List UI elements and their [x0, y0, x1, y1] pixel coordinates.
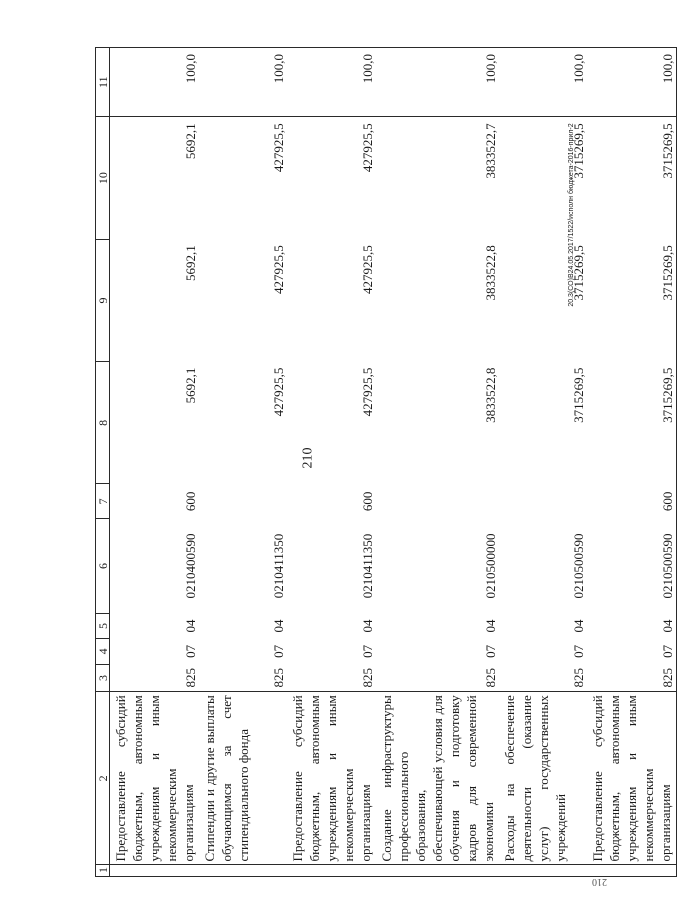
expense-type-code [376, 484, 499, 519]
section-code: 07 [271, 644, 286, 658]
table-row [376, 48, 499, 877]
amount-col9: 3715269,5 [587, 239, 677, 361]
row-col1-cell [376, 865, 499, 877]
column-number: 9 [96, 239, 110, 361]
expense-type-code [499, 484, 587, 519]
target-article-code: 0210500590 [587, 519, 677, 614]
target-article-code: 0210500000 [483, 533, 498, 599]
amount-col10: 3715269,5 [587, 117, 677, 239]
row-col1-cell [110, 865, 200, 877]
amount-col8: 427925,5 [271, 367, 286, 417]
section-code: 07 [183, 644, 198, 658]
expense-name: Предоставление субсидий бюджетным, автономным учреждениям и иным некоммерческим организациям [287, 692, 376, 865]
expense-type-code: 600 [587, 484, 677, 519]
amount-col10: 3833522,7 [483, 123, 498, 179]
percent-col11: 100,0 [199, 48, 287, 117]
column-number: 10 [96, 117, 110, 239]
percent-col11: 100,0 [287, 48, 376, 117]
corner-page-number: 210 [592, 876, 607, 887]
ministry-code: 825 [183, 667, 198, 688]
section-code: 07 [483, 644, 498, 658]
section-code: 07 [571, 644, 586, 658]
column-number: 4 [96, 639, 110, 664]
expense-name: Стипендии и другие выплаты обучающимся за счет стипендиального фонда [199, 692, 287, 865]
percent-col11: 100,0 [499, 48, 587, 117]
amount-col8: 427925,5 [360, 367, 375, 417]
expense-name: Расходы на обеспечение деятельности (оказание услуг) государственных учреждений [499, 692, 587, 865]
column-number: 2 [96, 692, 110, 865]
amount-col10: 427925,5 [360, 123, 375, 173]
table-row [110, 48, 200, 877]
amount-col9: 427925,5 [271, 245, 286, 294]
page-number: 210 [300, 447, 316, 469]
amount-col10: 427925,5 [271, 123, 286, 173]
amount-col9: 5692,1 [183, 245, 198, 281]
row-col1-cell [499, 865, 587, 877]
row-col1-cell [287, 865, 376, 877]
rotated-page [95, 47, 675, 877]
percent-col11: 100,0 [587, 48, 677, 117]
amount-col10: 3715269,5 [571, 123, 586, 179]
expense-type-code: 600 [360, 491, 375, 512]
ministry-code: 825 [483, 667, 498, 688]
budget-table [95, 47, 677, 877]
column-number: 6 [96, 519, 110, 614]
row-col1-cell [199, 865, 287, 877]
expense-name: Предоставление субсидий бюджетным, автономным учреждениям и иным некоммерческим организациям [587, 692, 677, 865]
table-row [287, 48, 376, 877]
column-number: 8 [96, 362, 110, 484]
expense-name: Создание инфраструктуры профессионального образования, обеспечивающей условия для обучения и подготовку кадров для современной экономики [376, 692, 499, 865]
table-row [199, 48, 287, 877]
column-number: 11 [96, 48, 110, 117]
column-number: 5 [96, 613, 110, 638]
target-article-code: 0210500590 [571, 533, 586, 599]
ministry-code: 825 [271, 667, 286, 688]
table-row [499, 48, 587, 877]
amount-col8: 3715269,5 [587, 362, 677, 484]
amount-col10: 5692,1 [183, 123, 198, 160]
ministry-code: 825 [571, 667, 586, 688]
ministry-code: 825 [360, 667, 375, 688]
expense-type-code [199, 484, 287, 519]
expense-type-code: 600 [183, 491, 198, 512]
target-article-code: 0210411350 [271, 533, 286, 599]
amount-col8: 5692,1 [183, 367, 198, 404]
amount-col8: 3833522,8 [483, 367, 498, 423]
target-article-code: 0210411350 [360, 533, 375, 599]
subsection-code: 04 [571, 619, 586, 633]
subsection-code: 04 [587, 613, 677, 638]
subsection-code: 04 [483, 619, 498, 633]
column-number-row [96, 48, 110, 877]
subsection-code: 04 [183, 619, 198, 633]
subsection-code: 04 [271, 619, 286, 633]
table-row [587, 48, 677, 877]
percent-col11: 100,0 [376, 48, 499, 117]
percent-col11: 100,0 [110, 48, 200, 117]
target-article-code: 0210400590 [183, 533, 198, 599]
row-col1-cell [587, 865, 677, 877]
subsection-code: 04 [360, 619, 375, 633]
column-number: 7 [96, 484, 110, 519]
amount-col8: 3715269,5 [571, 367, 586, 423]
column-number: 3 [96, 664, 110, 692]
section-code: 07 [360, 644, 375, 658]
column-number: 1 [96, 865, 110, 877]
expense-name: Предоставление субсидий бюджетным, автономным учреждениям и иным некоммерческим организациям [110, 692, 200, 865]
footer-document-code: 20.3(СО)В24.05.2017/1522/исполн бюджета-2016-прил-2 [568, 123, 575, 307]
ministry-code: 825 [587, 664, 677, 692]
amount-col9: 3833522,8 [483, 245, 498, 301]
amount-col9: 427925,5 [360, 245, 375, 294]
section-code: 07 [587, 639, 677, 664]
amount-col9: 3715269,5 [571, 245, 586, 301]
